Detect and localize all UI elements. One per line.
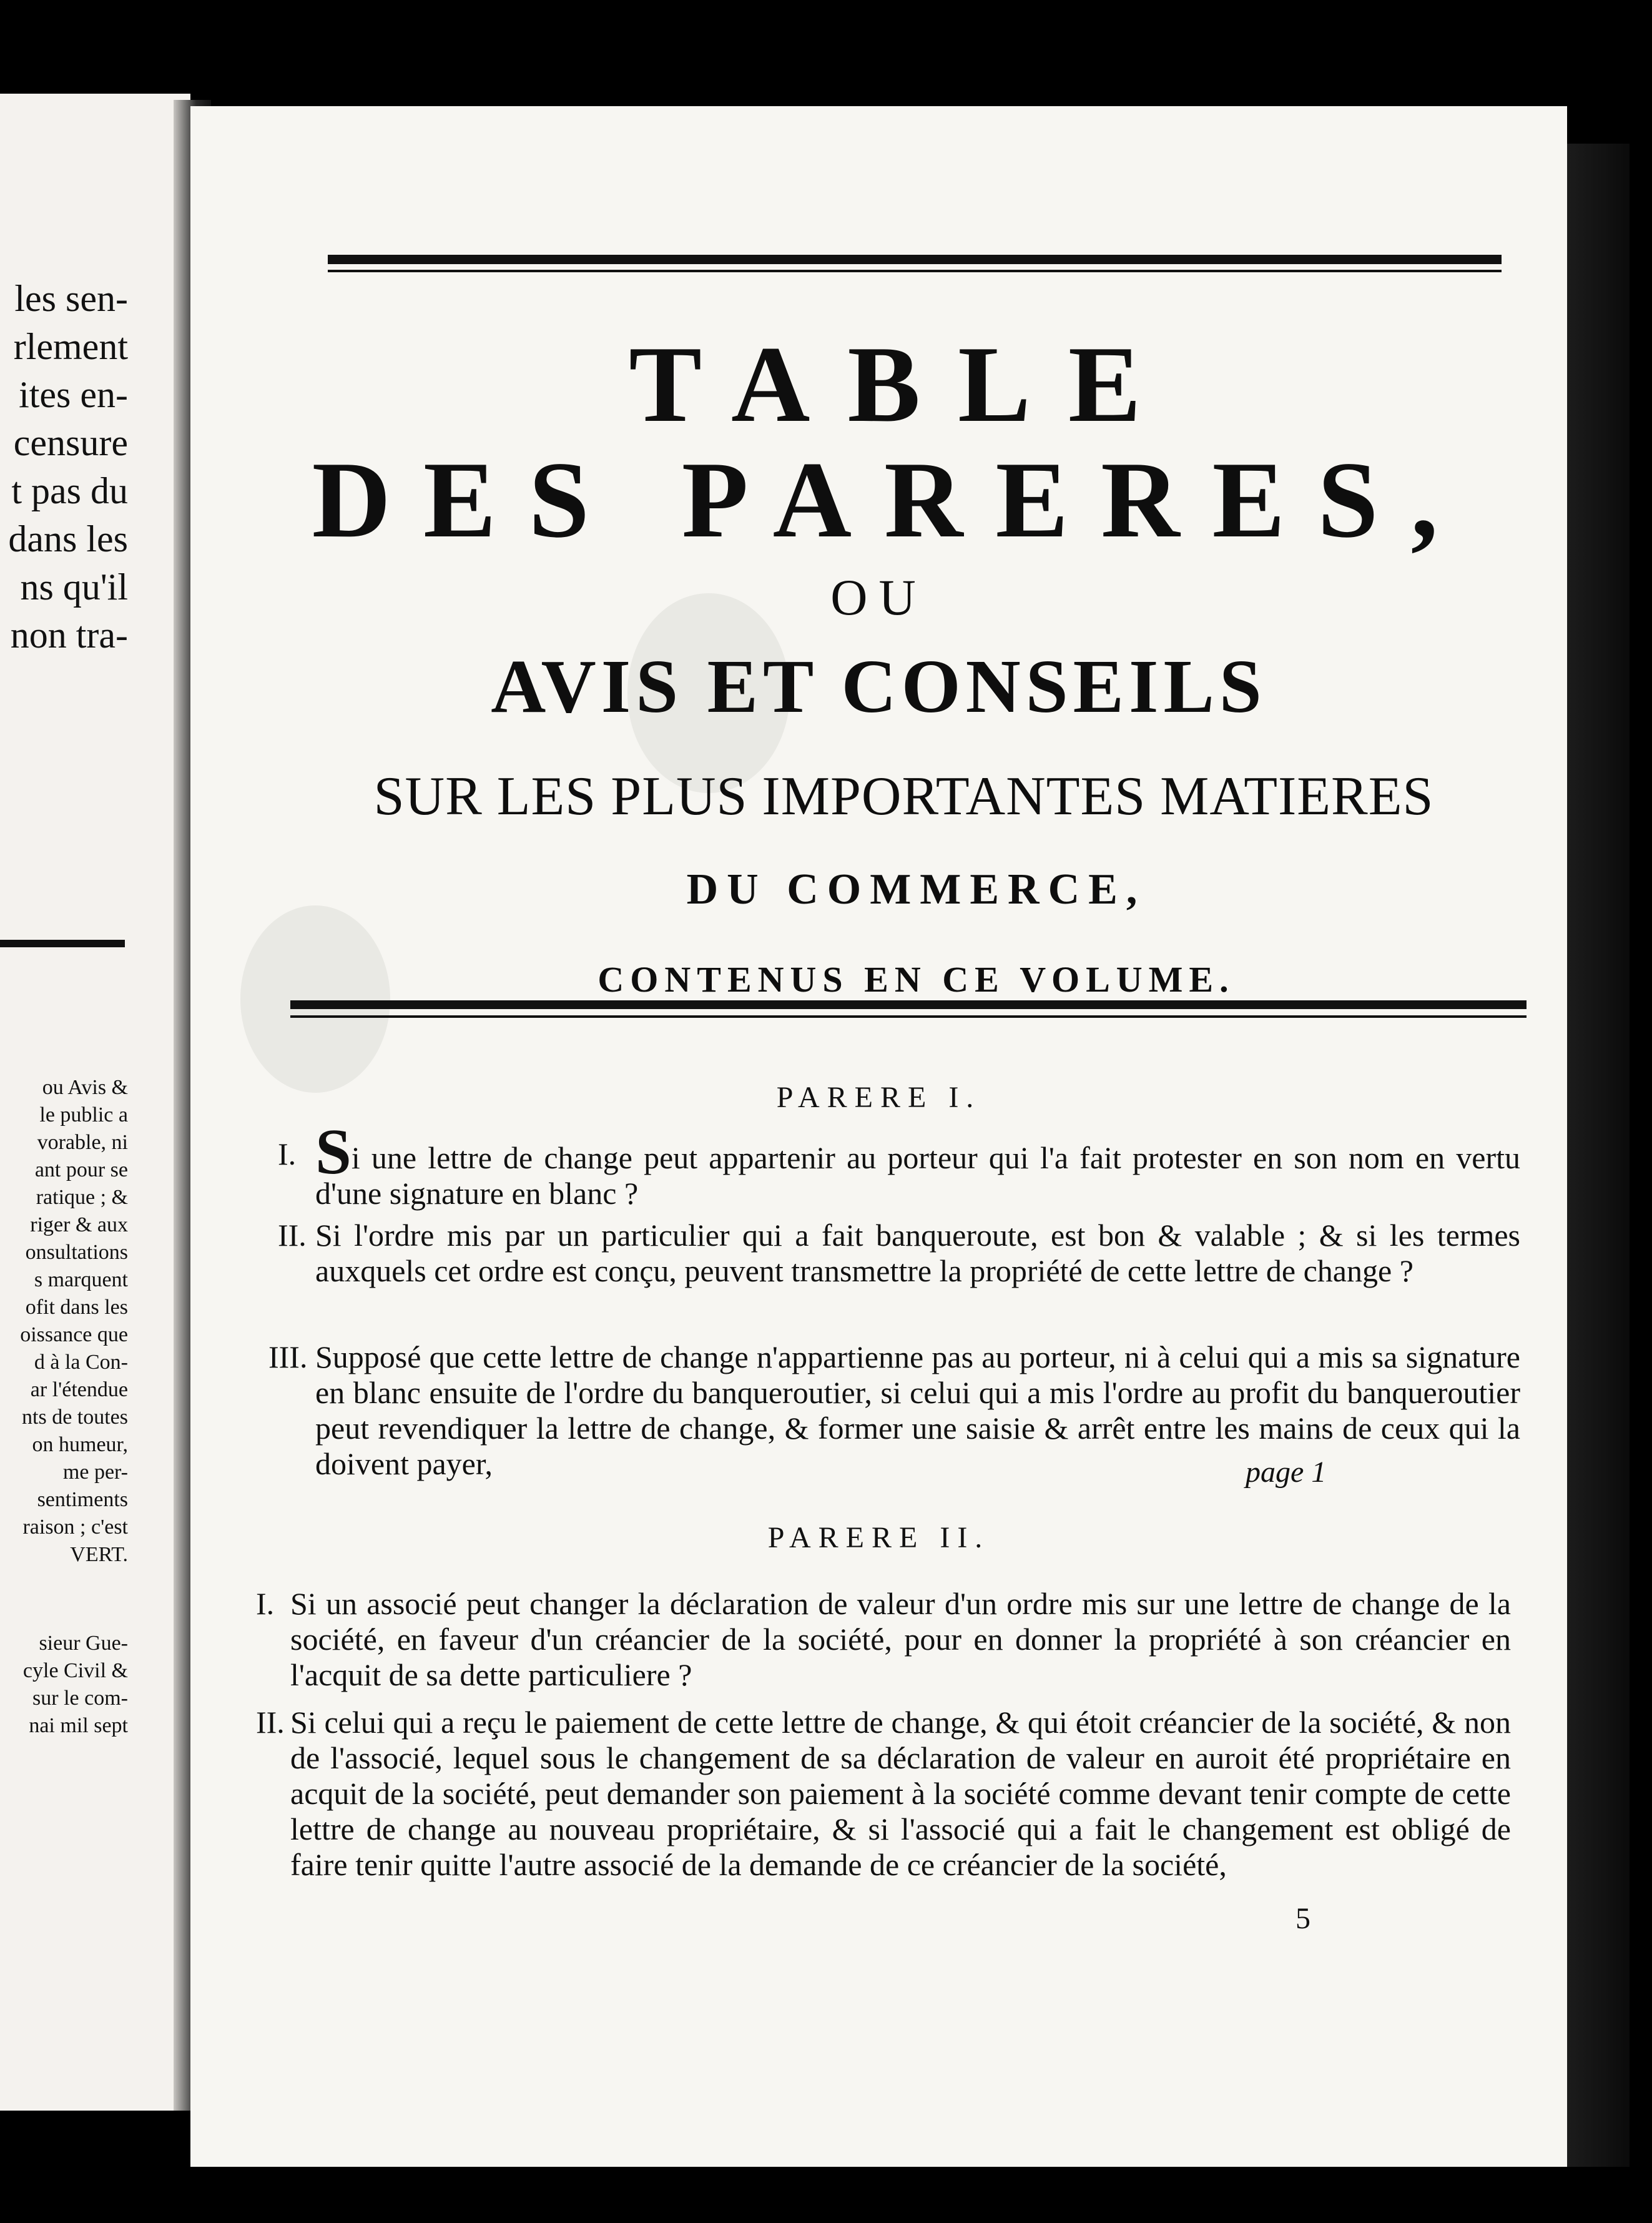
item-number: II. bbox=[278, 1218, 307, 1253]
parere-1-item-1 bbox=[278, 1116, 1520, 1211]
previous-page-line: t pas du bbox=[11, 470, 128, 511]
title-du-commerce: DU COMMERCE, bbox=[686, 865, 1146, 914]
title-contenus: CONTENUS EN CE VOLUME. bbox=[597, 959, 1235, 1000]
previous-page-line: nai mil sept bbox=[29, 1714, 128, 1737]
parere-2-heading: PARERE II. bbox=[767, 1521, 990, 1554]
parere-2-page-ref: 5 bbox=[1296, 1902, 1310, 1935]
previous-page-fragment bbox=[0, 94, 190, 2111]
previous-page-line: onsultations bbox=[25, 1241, 128, 1264]
title-table: TABLE bbox=[629, 323, 1179, 445]
previous-page-line: me per- bbox=[62, 1461, 128, 1484]
previous-page-line: vorable, ni bbox=[37, 1131, 128, 1154]
item-text: Si celui qui a reçu le paiement de cette lettre de change, & qui étoit créancier de la société, & non de l'associé, lequel sous le changement de sa déclaration de valeur en auroit été propriétaire en acquit de la société, peut demander son paiement à la société comme devant tenir compte de cette lettre de change au nouveau propriétaire, & si l'associé qui a fait le changement est obligé de faire tenir quitte l'autre associé de la demande de ce créancier de la société, bbox=[290, 1705, 1511, 1882]
previous-page-line: sentiments bbox=[37, 1488, 128, 1511]
previous-page-line: dans les bbox=[8, 518, 128, 559]
document-page bbox=[190, 106, 1567, 2167]
previous-page-line: d à la Con- bbox=[34, 1351, 128, 1374]
parere-1-item-3 bbox=[268, 1339, 1520, 1489]
top-rule-thin bbox=[328, 270, 1502, 272]
drop-cap: S bbox=[315, 1116, 352, 1188]
previous-page-line: s marquent bbox=[34, 1268, 128, 1291]
item-text: Supposé que cette lettre de change n'appartienne pas au porteur, ni à celui qui a mis sa signature en blanc ensuite de l'ordre du banqueroutier, si celui qui a mis l'ordre au profit du banqueroutier peut revendiquer la lettre de change, & former une saisie & arrêt entre les mains de ceux qui la doivent payer, bbox=[315, 1339, 1520, 1481]
item-number: II. bbox=[256, 1705, 285, 1740]
item-text: Si l'ordre mis par un particulier qui a fait banqueroute, est bon & valable ; & si les termes auxquels cet ordre est conçu, peuvent transmettre la propriété de cette lettre de change ? bbox=[315, 1218, 1520, 1288]
previous-page-line: ofit dans les bbox=[25, 1296, 128, 1319]
previous-page-line: nts de toutes bbox=[22, 1406, 128, 1429]
previous-page-line: ratique ; & bbox=[36, 1186, 128, 1209]
previous-page-line: rlement bbox=[13, 326, 128, 367]
item-number: III. bbox=[268, 1339, 308, 1374]
top-rule-thick bbox=[328, 255, 1502, 264]
title-ou: OU bbox=[830, 569, 927, 626]
previous-page-line: sur le com- bbox=[32, 1687, 128, 1710]
previous-page-line: ou Avis & bbox=[42, 1076, 128, 1099]
previous-page-line: oissance que bbox=[20, 1323, 128, 1346]
previous-page-line: on humeur, bbox=[32, 1433, 128, 1456]
previous-page-line: raison ; c'est bbox=[22, 1516, 128, 1539]
previous-page-line: sieur Gue- bbox=[39, 1632, 128, 1655]
parere-1-page-ref: page 1 bbox=[1246, 1456, 1327, 1489]
previous-page-rule bbox=[0, 940, 125, 947]
parere-1-heading: PARERE I. bbox=[776, 1081, 981, 1114]
previous-page-line: censure bbox=[13, 422, 128, 463]
previous-page-line: ites en- bbox=[19, 374, 128, 415]
previous-page-line: ns qu'il bbox=[20, 566, 128, 608]
previous-page-line: le public a bbox=[39, 1103, 128, 1126]
parere-1-item-2 bbox=[278, 1218, 1520, 1330]
previous-page-line: cyle Civil & bbox=[22, 1659, 128, 1682]
item-text: i une lettre de change peut appartenir au porteur qui l'a fait protester en son nom en vertu d'une signature en blanc ? bbox=[315, 1140, 1520, 1211]
previous-page-line: les sen- bbox=[14, 278, 128, 319]
mid-rule-thin bbox=[290, 1015, 1527, 1018]
item-number: I. bbox=[256, 1586, 275, 1621]
previous-page-line: ant pour se bbox=[34, 1158, 128, 1181]
item-text: Si un associé peut changer la déclaration de valeur d'un ordre mis sur une lettre de change de la société, en faveur d'un créancier de la société, pour en donner la propriété à son créancier en l'acquit de sa dette particuliere ? bbox=[290, 1586, 1511, 1692]
parere-2-item-1 bbox=[256, 1586, 1511, 1698]
title-avis-et-conseils: AVIS ET CONSEILS bbox=[491, 644, 1267, 729]
previous-page-line: ar l'étendue bbox=[30, 1378, 128, 1401]
previous-page-line: non tra- bbox=[10, 614, 128, 656]
previous-page-line: riger & aux bbox=[30, 1213, 128, 1236]
parere-2-item-2 bbox=[256, 1705, 1511, 1930]
item-number: I. bbox=[278, 1136, 297, 1171]
mid-rule-thick bbox=[290, 1000, 1527, 1009]
previous-page-line: VERT. bbox=[70, 1543, 128, 1566]
title-des-pareres: DES PARERES, bbox=[312, 439, 1471, 560]
title-sur-les-plus: SUR LES PLUS IMPORTANTES MATIERES bbox=[373, 766, 1434, 827]
